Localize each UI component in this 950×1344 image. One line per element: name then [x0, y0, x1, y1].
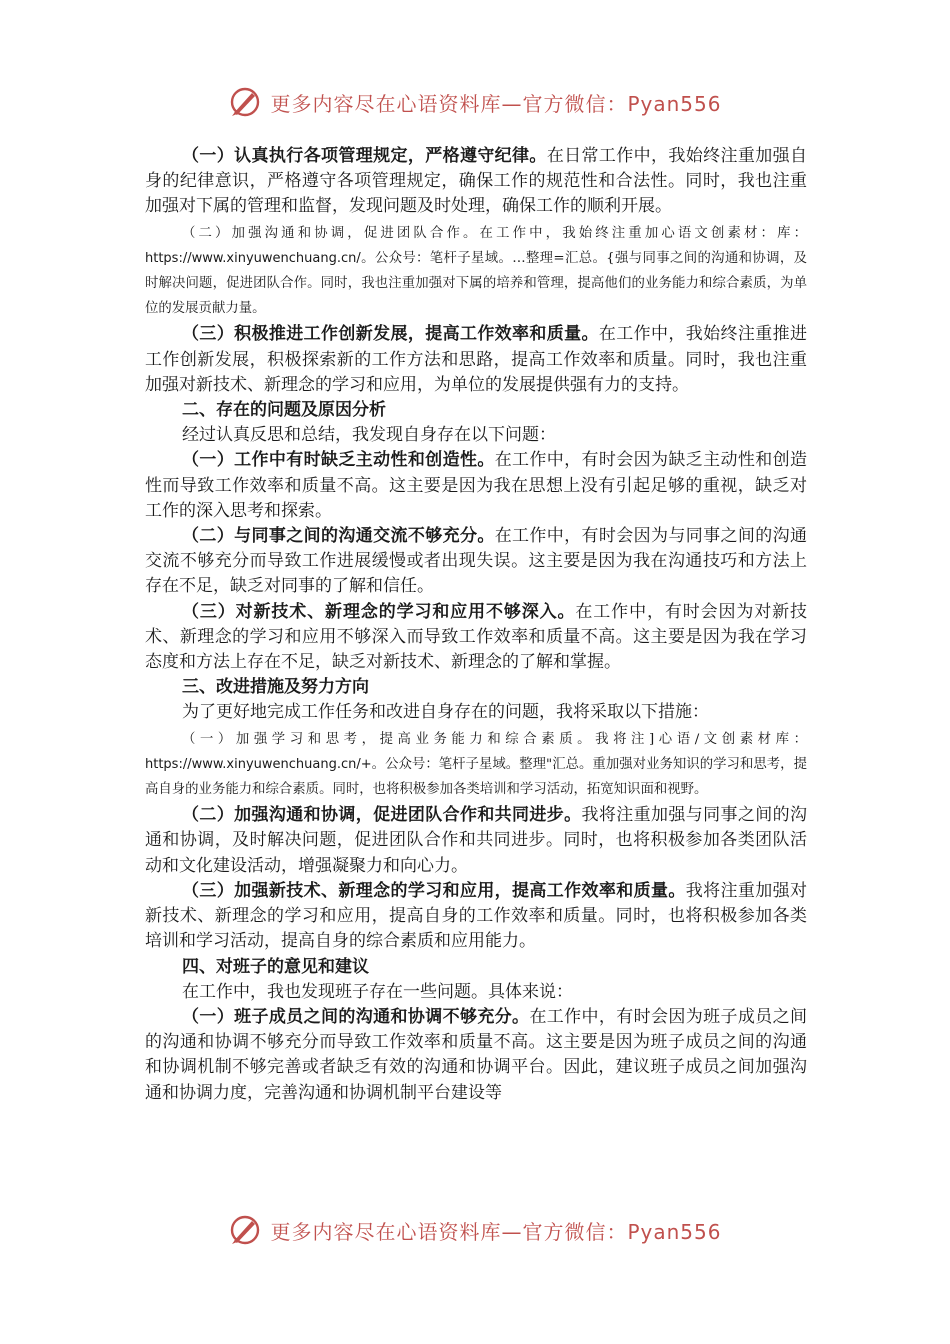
paragraph-text: 在工作中，有时会因为对新技术、新理念的学习和应用不够深入而导致工作效率和质量不高。这主要是因为我在学习态度和方法上存在不足，缺乏对新技术、新理念的了解和掌握。	[145, 601, 808, 673]
paragraph-lead: （三）对新技术、新理念的学习和应用不够深入。	[182, 601, 576, 622]
body-paragraph	[145, 423, 807, 448]
body-paragraph	[145, 980, 807, 1005]
pen-circle-logo-icon	[228, 1213, 262, 1247]
paragraph-lead: （一）认真执行各项管理规定，严格遵守纪律。	[182, 146, 547, 166]
paragraph-text: 我将注重加强与同事之间的沟通和协调，及时解决问题，促进团队合作和共同进步。同时，也将积极参加各类团队活动和文化建设活动，增强凝聚力和向心力。	[145, 805, 808, 876]
body-paragraph	[145, 322, 807, 398]
banner-text: 更多内容尽在心语资料库—官方微信：Pyan556	[270, 1219, 722, 1244]
document-body	[145, 144, 807, 1106]
paragraph-text: 经过认真反思和总结，我发现自身存在以下问题：	[182, 425, 556, 446]
header-banner	[0, 82, 950, 122]
paragraph-text: 为了更好地完成工作任务和改进自身存在的问题，我将采取以下措施：	[182, 702, 709, 723]
paragraph-lead: （一）工作中有时缺乏主动性和创造性。	[182, 450, 495, 471]
paragraph-lead: （三）加强新技术、新理念的学习和应用，提高工作效率和质量。	[182, 880, 686, 901]
paragraph-text: 在工作中，有时会因为缺乏主动性和创造性而导致工作效率和质量不高。这主要是因为我在思想上没有引起足够的重视，缺乏对工作的深入思考和探索。	[145, 450, 808, 521]
section-heading: 三、改进措施及努力方向	[182, 677, 369, 698]
source-url: https://www.xinyuwenchuang.cn/	[145, 250, 361, 266]
section-heading: 四、对班子的意见和建议	[182, 956, 369, 977]
footer-banner	[0, 1210, 950, 1250]
paragraph-lead: （一）班子成员之间的沟通和协调不够充分。	[182, 1006, 530, 1027]
paragraph-text: 在工作中，有时会因为班子成员之间的沟通和协调不够充分而导致工作效率和质量不高。这主要是因为班子成员之间的沟通和协调机制不够完善或者缺乏有效的沟通和协调平台。因此，建议班子成员之间加强沟通和协调力度，完善沟通和协调机制平台建设等	[145, 1006, 808, 1103]
paragraph-lead: （二）加强沟通和协调，促进团队合作和共同进步。	[182, 805, 582, 826]
small-paragraph	[145, 727, 807, 803]
paragraph-text: （二）加强沟通和协调，促进团队合作。在工作中，我始终注重加心语文创素材：库：	[182, 225, 807, 241]
paragraph-text: 。公众号：笔杆子星域。整理"汇总。重加强对业务知识的学习和思考，提高自身的业务能力和综合素质。同时，也将积极参加各类培训和学习活动，拓宽知识面和视野。	[145, 756, 807, 798]
paragraph-text: 在工作中，我始终注重推进工作创新发展，积极探索新的工作方法和思路，提高工作效率和质量。同时，我也注重加强对新技术、新理念的学习和应用，为单位的发展提供强有力的支持。	[145, 324, 808, 395]
body-paragraph	[145, 879, 807, 955]
paragraph-text: 在工作中，我也发现班子存在一些问题。具体来说：	[182, 981, 573, 1002]
source-url: https://www.xinyuwenchuang.cn/+	[145, 756, 372, 772]
paragraph-text: 在工作中，有时会因为与同事之间的沟通交流不够充分而导致工作进展缓慢或者出现失误。这主要是因为我在沟通技巧和方法上存在不足，缺乏对同事的了解和信任。	[145, 526, 808, 597]
pen-circle-logo-icon	[228, 85, 262, 119]
paragraph-text: 。公众号：笔杆子星域。…整理=汇总。{强与同事之间的沟通和协调，及时解决问题，促进团队合作。同时，我也注重加强对下属的培养和管理，提高他们的业务能力和综合素质，为单位的发展贡献力量。	[145, 250, 807, 317]
paragraph-lead: （三）积极推进工作创新发展，提高工作效率和质量。	[182, 324, 599, 345]
small-paragraph	[145, 221, 807, 322]
section-heading: 二、存在的问题及原因分析	[182, 400, 386, 421]
body-paragraph	[145, 448, 807, 524]
body-paragraph	[145, 803, 807, 879]
paragraph-lead: （二）与同事之间的沟通交流不够充分。	[182, 526, 495, 547]
body-paragraph	[145, 144, 807, 220]
body-paragraph	[145, 1005, 807, 1106]
body-paragraph	[145, 600, 807, 676]
paragraph-text: （一）加强学习和思考，提高业务能力和综合素质。我将注]心语/文创素材库：	[182, 731, 807, 747]
paragraph-text: 在日常工作中，我始终注重加强自身的纪律意识，严格遵守各项管理规定，确保工作的规范性和合法性。同时，我也注重加强对下属的管理和监督，发现问题及时处理，确保工作的顺利开展。	[145, 146, 808, 217]
paragraph-text: 我将注重加强对新技术、新理念的学习和应用，提高自身的工作效率和质量。同时，也将积极参加各类培训和学习活动，提高自身的综合素质和应用能力。	[145, 880, 808, 952]
banner-text: 更多内容尽在心语资料库—官方微信：Pyan556	[270, 91, 722, 116]
body-paragraph	[145, 700, 807, 725]
body-paragraph	[145, 524, 807, 600]
